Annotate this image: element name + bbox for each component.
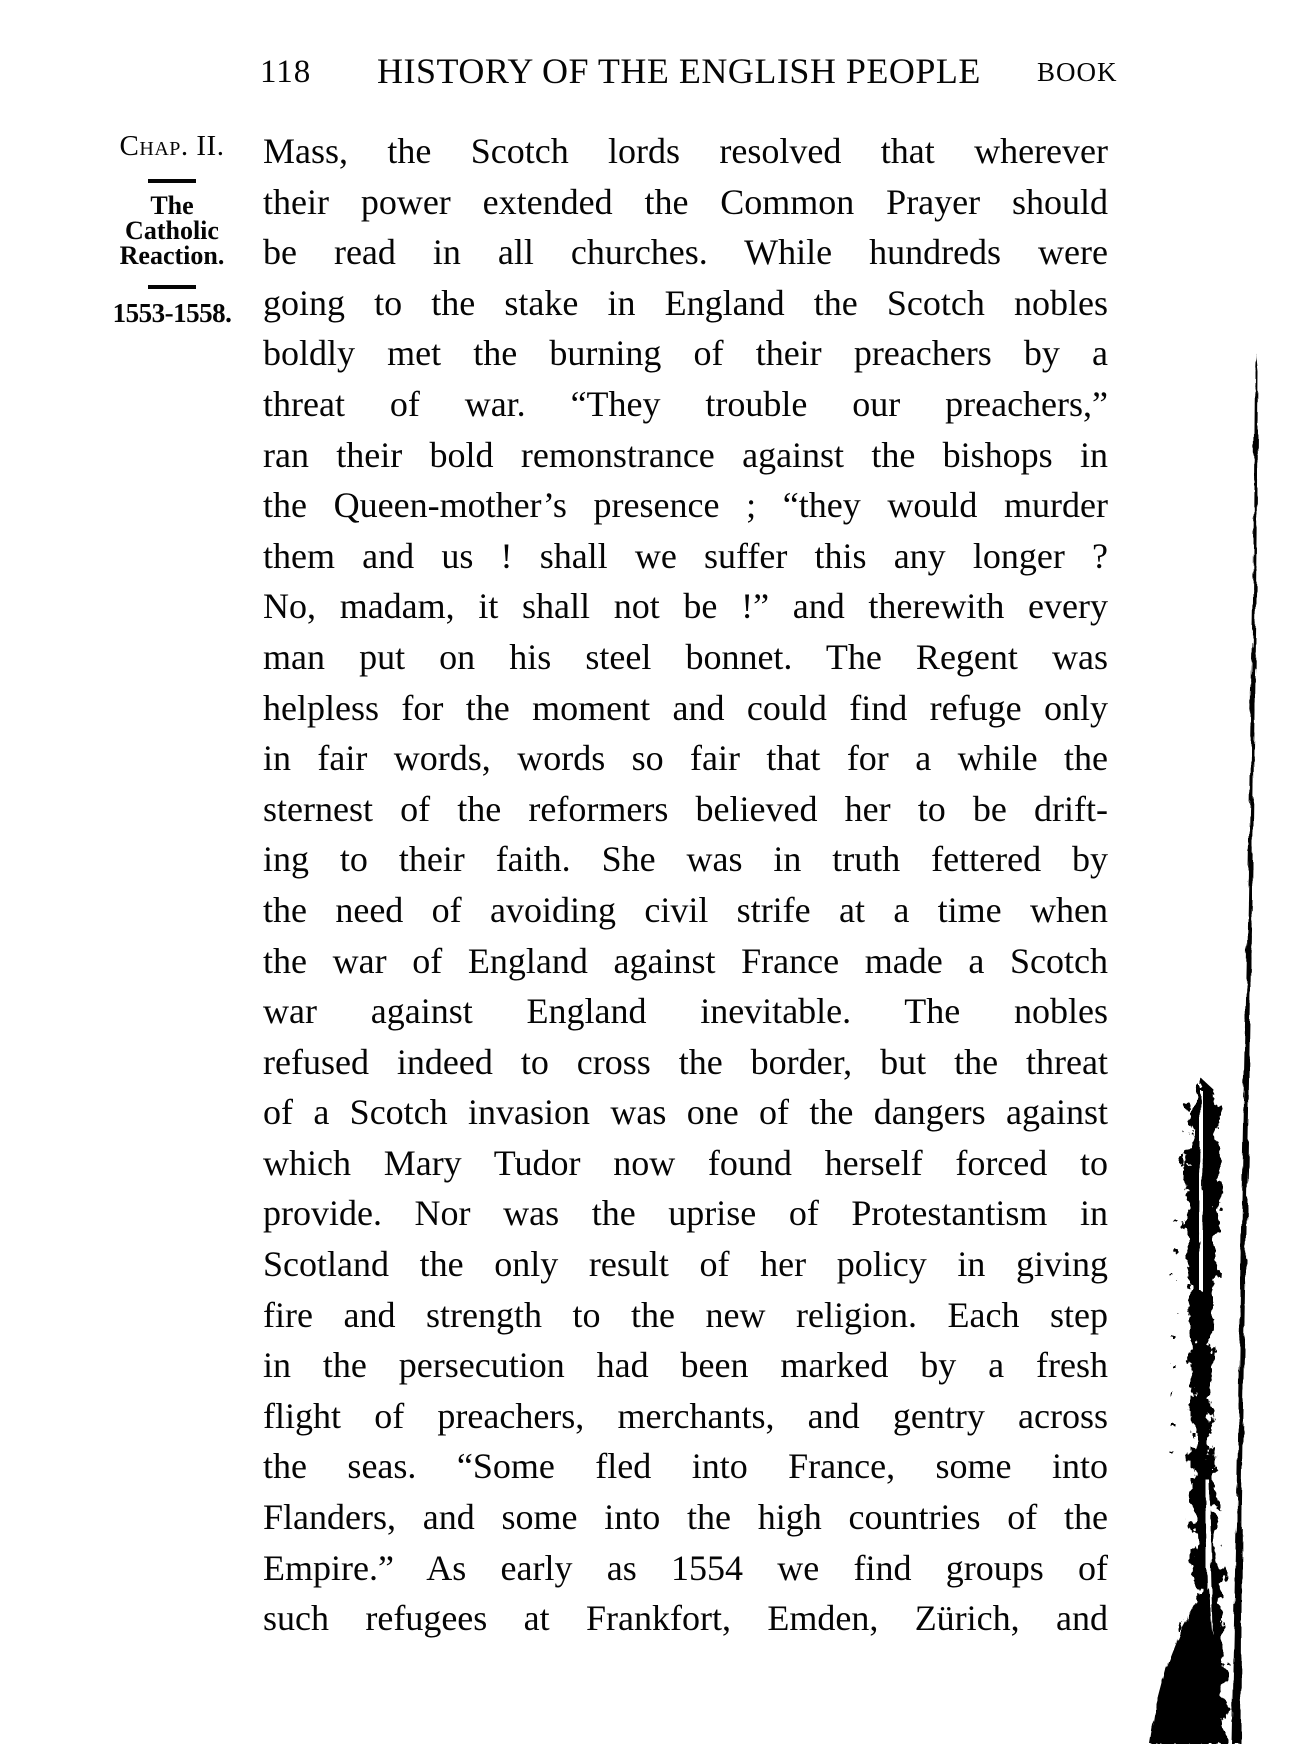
text-line-9: them and us ! shall we suffer this any longer ? [263, 535, 1108, 576]
text-line-16: the need of avoiding civil strife at a time when [263, 889, 1108, 930]
scan-blotch-band-artifact [1172, 1078, 1226, 1744]
text-line-13: in fair words, words so fair that for a while the [263, 738, 1108, 779]
text-line-19: refused indeed to cross the border, but the threat [263, 1041, 1108, 1082]
text-line-2: their power extended the Common Prayer should [263, 181, 1108, 222]
text-line-5: boldly met the burning of their preachers by a [263, 333, 1108, 374]
text-line-11: man put on his steel bonnet. The Regent was [263, 636, 1108, 677]
chapter-label: Chap. II. [119, 130, 225, 162]
text-line-23: Scotland the only result of her policy in giving [263, 1244, 1108, 1285]
text-line-27: the seas. “Some fled into France, some into [263, 1446, 1108, 1487]
text-line-6: threat of war. “They trouble our preachers,” [263, 383, 1108, 424]
text-line-12: helpless for the moment and could find refuge only [263, 687, 1108, 728]
body-text [263, 126, 1108, 1644]
date-range-label: 1553-1558. [112, 298, 232, 328]
section-topic-label: The Catholic Reaction. [119, 191, 225, 270]
text-line-18: war against England inevitable. The nobles [263, 991, 1108, 1032]
margin-rule [148, 179, 196, 183]
text-line-21: which Mary Tudor now found herself forced to [263, 1142, 1108, 1183]
text-line-25: in the persecution had been marked by a fresh [263, 1345, 1108, 1386]
text-line-3: be read in all churches. While hundreds were [263, 232, 1108, 273]
text-line-30: such refugees at Frankfort, Emden, Zürich, and [263, 1598, 1108, 1639]
text-line-26: flight of preachers, merchants, and gentry across [263, 1395, 1108, 1436]
page-number: 118 [260, 54, 312, 90]
running-title: HISTORY OF THE ENGLISH PEOPLE [377, 51, 981, 91]
text-line-24: fire and strength to the new religion. Each step [263, 1294, 1108, 1335]
text-line-22: provide. Nor was the uprise of Protestantism in [263, 1193, 1108, 1234]
margin-notes [102, 130, 242, 327]
scan-line-artifact [1232, 353, 1258, 1744]
text-line-28: Flanders, and some into the high countries of the [263, 1497, 1108, 1538]
text-line-1: Mass, the Scotch lords resolved that wherever [263, 131, 1108, 171]
text-line-10: No, madam, it shall not be !” and therewith every [263, 586, 1108, 627]
text-line-29: Empire.” As early as 1554 we find groups of [263, 1547, 1108, 1588]
text-line-8: the Queen-mother’s presence ; “they would murder [263, 485, 1108, 526]
margin-rule [148, 285, 196, 289]
text-line-17: the war of England against France made a Scotch [263, 940, 1108, 981]
scan-corner-blob-artifact [1150, 1588, 1218, 1744]
text-line-20: of a Scotch invasion was one of the dangers against [263, 1092, 1108, 1133]
book-label: BOOK [1037, 57, 1118, 87]
text-line-14: sternest of the reformers believed her to be drift- [263, 788, 1108, 829]
text-line-7: ran their bold remonstrance against the bishops in [263, 434, 1108, 475]
text-line-15: ing to their faith. She was in truth fettered by [263, 839, 1108, 880]
text-line-4: going to the stake in England the Scotch nobles [263, 282, 1108, 323]
